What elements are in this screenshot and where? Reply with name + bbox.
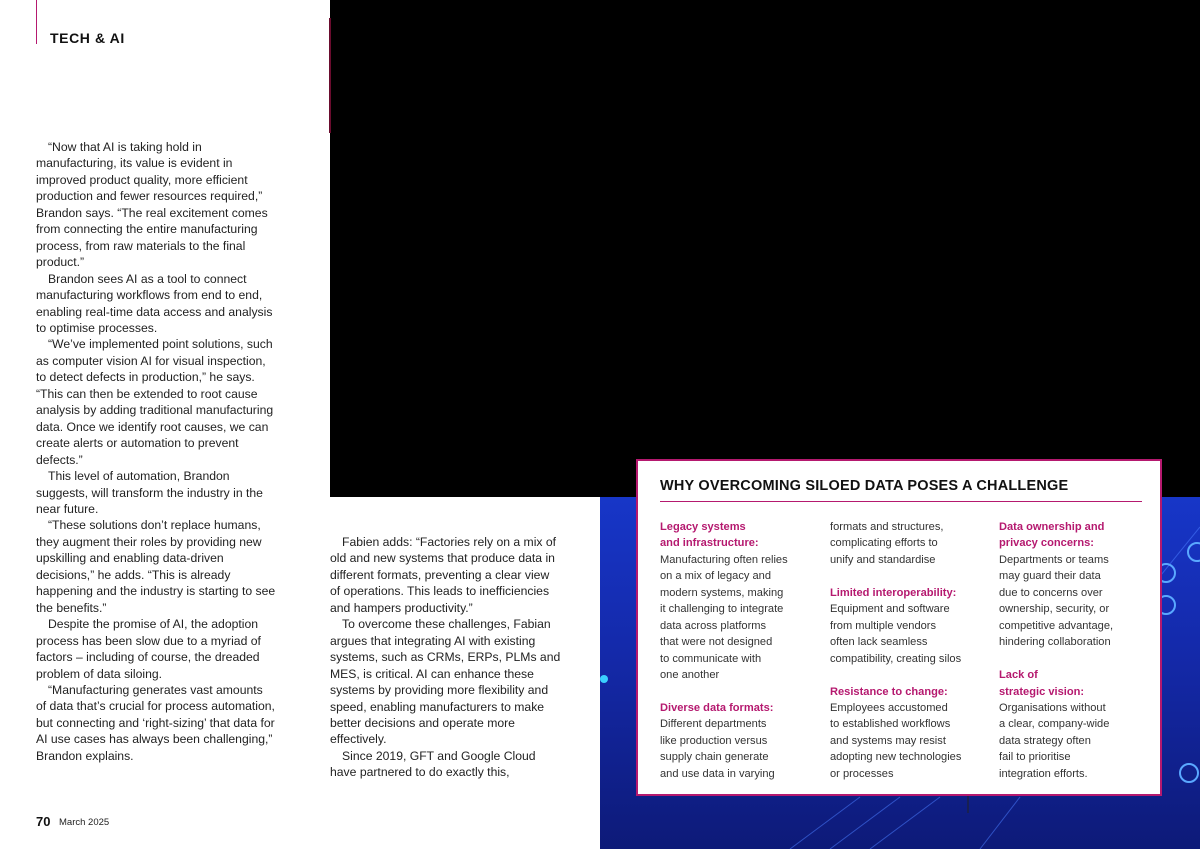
item-text: formats and structures,	[830, 521, 944, 533]
item-heading: Diverse data formats:	[660, 701, 774, 714]
paragraph: Fabien adds: “Factories rely on a mix of old and new systems that produce data in different formats, preventing a clear view of operations. This leads to inefficiencies and hampers productivity.”	[330, 535, 557, 615]
item-text: Departments or teams	[999, 553, 1109, 566]
item-text: that were not designed	[660, 636, 773, 649]
item-text: may guard their data	[999, 570, 1101, 583]
item-text: like production versus	[660, 734, 768, 747]
item-text: or processes	[830, 767, 894, 780]
item-heading: strategic vision:	[999, 685, 1085, 698]
paragraph: This level of automation, Brandon suggests, will transform the industry in the near future.	[36, 469, 263, 516]
item-text: integration efforts.	[999, 767, 1088, 780]
item-text: one another	[660, 669, 720, 682]
item-heading: Legacy systems	[660, 521, 746, 533]
item-text: Equipment and software	[830, 603, 950, 616]
item-text: Organisations without	[999, 701, 1106, 714]
paragraph: Despite the promise of AI, the adoption process has been slow due to a myriad of factors – including of course, the dreaded problem of data siloing.	[36, 617, 261, 681]
item-text: compatibility, creating silos	[830, 652, 962, 665]
item-text: hindering collaboration	[999, 636, 1111, 649]
sidebar-title-rule	[660, 501, 1142, 502]
section-label: TECH & AI	[50, 30, 125, 46]
item-text: Manufacturing often relies	[660, 553, 788, 566]
item-heading: and infrastructure:	[660, 537, 759, 550]
item-text: and systems may resist	[830, 734, 946, 747]
item-text: Different departments	[660, 718, 767, 731]
item-heading: Lack of	[999, 669, 1038, 682]
item-heading: Resistance to change:	[830, 685, 948, 698]
item-text: a clear, company-wide	[999, 718, 1110, 731]
issue-date: March 2025	[59, 817, 110, 828]
article-column-2	[330, 534, 562, 781]
item-text: on a mix of legacy and	[660, 570, 772, 583]
item-text: Employees accustomed	[830, 701, 948, 714]
item-text: data across platforms	[660, 619, 767, 632]
page-number: 70	[36, 814, 51, 829]
sidebar-title: WHY OVERCOMING SILOED DATA POSES A CHALLENGE	[660, 478, 1069, 494]
sidebar-column-3	[999, 519, 1149, 782]
item-text: complicating efforts to	[830, 537, 938, 550]
article-column-1	[36, 139, 276, 764]
hero-edge-accent	[329, 18, 331, 133]
item-text: supply chain generate	[660, 751, 769, 764]
item-text: often lack seamless	[830, 636, 928, 649]
sidebar-column-1	[660, 519, 820, 782]
item-text: it challenging to integrate	[660, 603, 784, 616]
item-text: due to concerns over	[999, 586, 1103, 599]
item-heading: Limited interoperability:	[830, 586, 957, 599]
sidebar-column-2	[830, 519, 990, 782]
item-text: unify and standardise	[830, 553, 936, 566]
paragraph: “Manufacturing generates vast amounts of data that’s crucial for process automation, but connecting and ‘right-sizing’ that data for AI use cases has always been challenging,” Brandon explains.	[36, 682, 275, 763]
item-text: data strategy often	[999, 734, 1091, 747]
item-text: adopting new technologies	[830, 751, 962, 764]
item-text: and use data in varying	[660, 767, 775, 780]
item-heading: privacy concerns:	[999, 537, 1094, 550]
item-text: competitive advantage,	[999, 619, 1114, 632]
paragraph: “We’ve implemented point solutions, such as computer vision AI for visual inspection, to detect defects in production,” he says. “This can then be extended to root cause analysis by adding traditional manufacturing data. Once we identify root causes, we can create alerts or automation to prevent defects.”	[36, 337, 274, 467]
item-heading: Data ownership and	[999, 521, 1105, 533]
item-text: fail to prioritise	[999, 751, 1071, 764]
paragraph: To overcome these challenges, Fabian argues that integrating AI with existing systems, such as CRMs, ERPs, PLMs and MES, is critical. AI can enhance these systems by providing more flexibility and speed, enabling manufacturers to make better decisions and operate more effectively.	[330, 617, 561, 747]
hero-image	[330, 0, 1200, 497]
paragraph: “Now that AI is taking hold in manufacturing, its value is evident in improved product quality, more efficient production and fewer resources required,” Brandon says. “The real excitement comes from connecting the entire manufacturing process, from raw materials to the final product.”	[36, 140, 268, 270]
item-text: from multiple vendors	[830, 619, 937, 632]
paragraph: Brandon sees AI as a tool to connect manufacturing workflows from end to end, enabling real-time data access and analysis to optimise processes.	[36, 271, 273, 335]
sidebar-box	[636, 459, 1162, 796]
item-text: to communicate with	[660, 652, 762, 665]
item-text: modern systems, making	[660, 586, 784, 599]
section-rule	[36, 0, 37, 44]
item-text: to established workflows	[830, 718, 951, 731]
paragraph: “These solutions don’t replace humans, they augment their roles by providing new upskilling and enabling data-driven decisions,” he adds. “This is already happening and the industry is starting to see the benefits.”	[36, 518, 276, 615]
paragraph: Since 2019, GFT and Google Cloud have partnered to do exactly this,	[330, 748, 536, 780]
item-text: ownership, security, or	[999, 603, 1110, 616]
